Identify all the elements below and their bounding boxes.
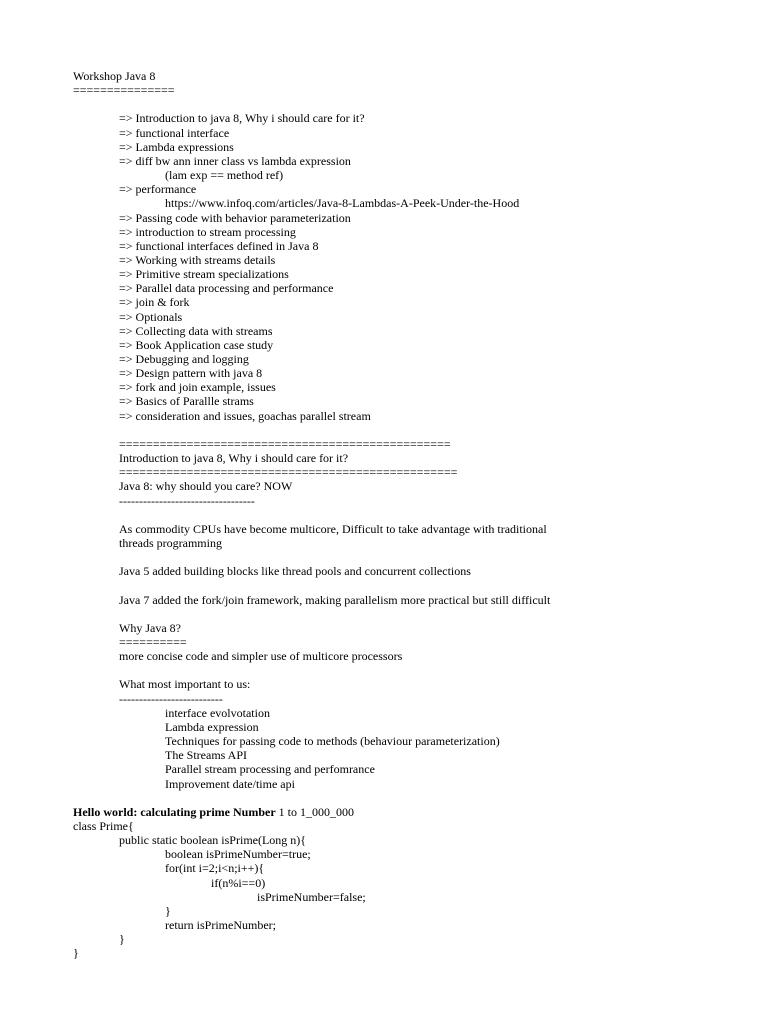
text-line: [119, 126, 229, 140]
text-line: [119, 140, 234, 154]
line-text: class Prime{: [73, 818, 134, 833]
text-line: [119, 677, 250, 691]
text-line: [165, 734, 500, 748]
line-text: more concise code and simpler use of multicore processors: [119, 649, 403, 664]
text-line: [119, 593, 550, 607]
line-text: return isPrimeNumber;: [165, 918, 276, 932]
text-line: [119, 111, 365, 125]
text-line: [165, 918, 276, 932]
text-line: [119, 465, 457, 479]
text-line: [165, 847, 311, 861]
text-line: [119, 564, 471, 578]
text-line: [165, 706, 270, 720]
line-text: public static boolean isPrime(Long n){: [119, 833, 307, 848]
text-line: [165, 168, 283, 182]
text-line: [119, 451, 348, 465]
text-line: [119, 154, 351, 168]
bold-heading: Hello world: calculating prime Number: [73, 804, 276, 819]
text-line: [119, 281, 333, 295]
text-line: [165, 777, 295, 791]
text-line: [119, 522, 547, 536]
line-text: => fork and join example, issues: [119, 380, 276, 395]
text-line: [119, 267, 289, 281]
line-text: => Debugging and logging: [119, 352, 249, 366]
text-line: [119, 536, 222, 550]
text-line: [119, 635, 187, 649]
text-line: [119, 225, 296, 239]
line-text: threads programming: [119, 535, 222, 550]
line-text: Why Java 8?: [119, 620, 181, 635]
line-text: ==================================================: [119, 465, 458, 480]
text-line: [165, 196, 519, 210]
line-text: => diff bw ann inner class vs lambda expression: [119, 153, 351, 168]
text-line: [119, 833, 306, 847]
text-line: [211, 876, 265, 890]
text-line: [119, 324, 273, 338]
text-line: [119, 479, 292, 493]
text-line: [73, 946, 79, 960]
text-line: [119, 211, 351, 225]
text-line: [119, 366, 262, 380]
line-text: isPrimeNumber=false;: [257, 889, 366, 904]
line-text: Lambda expression: [165, 719, 259, 734]
text-line: [73, 69, 155, 83]
line-text: => Introduction to java 8, Why i should care for it?: [119, 111, 365, 126]
line-text: => consideration and issues, goachas parallel stream: [119, 408, 371, 423]
line-text: => Passing code with behavior parameterization: [119, 210, 351, 225]
line-text: ==========: [119, 635, 187, 649]
line-text: => Design pattern with java 8: [119, 366, 263, 381]
text-line: [119, 649, 402, 663]
line-text: => Working with streams details: [119, 252, 276, 267]
line-text: }: [73, 946, 79, 961]
line-text: => join & fork: [119, 295, 190, 310]
text-line: [73, 805, 354, 819]
line-text: => performance: [119, 182, 197, 197]
text-line: [73, 819, 134, 833]
line-text: =================================================: [119, 436, 451, 451]
text-line: [165, 748, 247, 762]
line-text: ----------------------------------: [119, 493, 255, 508]
line-text: => functional interface: [119, 125, 230, 140]
text-line: [165, 861, 264, 875]
line-text: As commodity CPUs have become multicore, Difficult to take advantage with traditional: [119, 521, 547, 536]
line-text: (lam exp == method ref): [165, 168, 284, 183]
line-text: Workshop Java 8: [73, 69, 156, 83]
text-line: [165, 720, 259, 734]
line-text: 1 to 1_000_000: [275, 804, 354, 819]
line-text: Java 5 added building blocks like thread pools and concurrent collections: [119, 564, 471, 579]
line-text: ===============: [73, 83, 175, 98]
line-text: Techniques for passing code to methods (behaviour parameterization): [165, 734, 500, 749]
text-line: [165, 762, 375, 776]
text-line: [119, 437, 451, 451]
line-text: => Basics of Parallle strams: [119, 394, 254, 409]
text-line: [119, 239, 318, 253]
line-text: Introduction to java 8, Why i should care for it?: [119, 451, 349, 466]
line-text: }: [119, 932, 125, 947]
text-line: [257, 890, 366, 904]
line-text: if(n%i==0): [211, 875, 266, 890]
text-line: [119, 409, 371, 423]
line-text: The Streams API: [165, 748, 247, 763]
line-text: Parallel stream processing and perfomrance: [165, 762, 375, 777]
line-text: --------------------------: [119, 691, 223, 706]
text-line: [119, 295, 190, 309]
line-text: => Book Application case study: [119, 337, 274, 352]
text-line: [119, 352, 249, 366]
text-line: [119, 310, 182, 324]
line-text: => Collecting data with streams: [119, 323, 273, 338]
text-line: [119, 182, 196, 196]
line-text: https://www.infoq.com/articles/Java-8-Lambdas-A-Peek-Under-the-Hood: [165, 196, 520, 211]
text-line: [119, 621, 181, 635]
text-line: [119, 692, 223, 706]
line-text: => functional interfaces defined in Java 8: [119, 238, 319, 253]
line-text: Java 8: why should you care? NOW: [119, 479, 293, 494]
line-text: Improvement date/time api: [165, 776, 295, 791]
text-line: [165, 904, 171, 918]
text-line: [119, 932, 125, 946]
line-text: => Optionals: [119, 309, 183, 324]
text-line: [119, 253, 275, 267]
line-text: for(int i=2;i<n;i++){: [165, 861, 265, 876]
line-text: => introduction to stream processing: [119, 224, 296, 239]
line-text: boolean isPrimeNumber=true;: [165, 847, 311, 862]
text-line: [119, 494, 255, 508]
text-line: [119, 380, 276, 394]
text-line: [73, 83, 175, 97]
line-text: => Parallel data processing and performance: [119, 281, 334, 296]
text-line: [119, 394, 254, 408]
line-text: => Lambda expressions: [119, 139, 234, 154]
line-text: }: [165, 903, 171, 918]
text-line: [119, 338, 273, 352]
line-text: => Primitive stream specializations: [119, 267, 289, 282]
line-text: Java 7 added the fork/join framework, making parallelism more practical but still difficult: [119, 592, 551, 607]
line-text: What most important to us:: [119, 677, 251, 692]
line-text: interface evolvotation: [165, 705, 270, 720]
